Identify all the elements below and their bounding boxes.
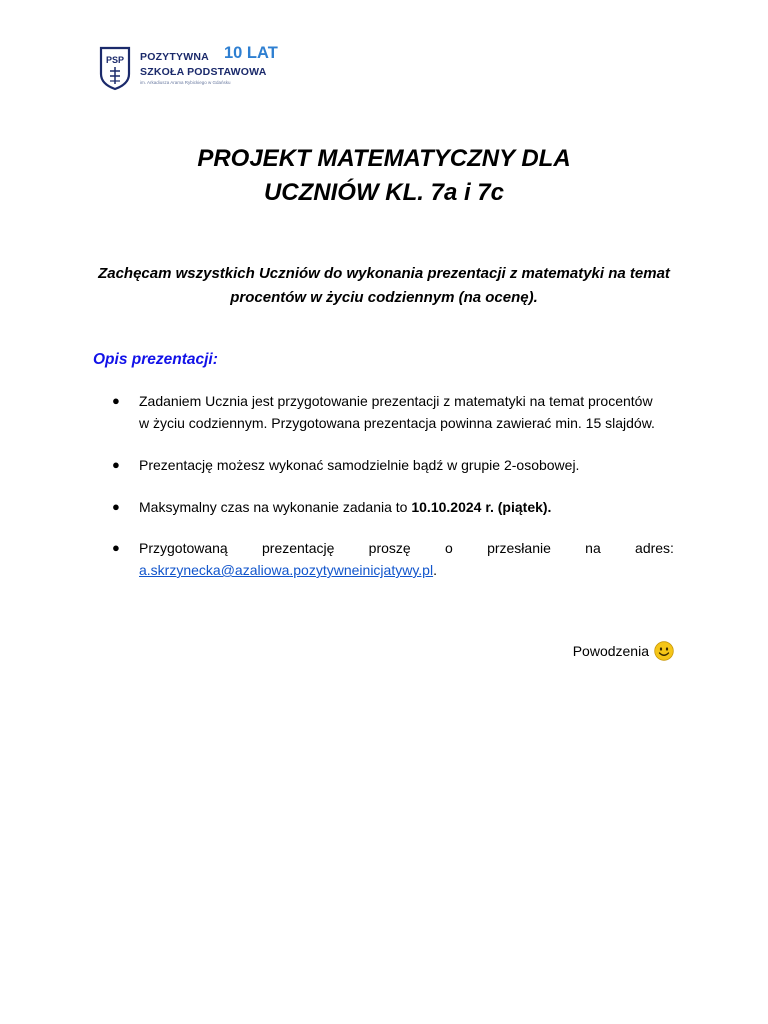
closing-text: Powodzenia [572,643,649,659]
email-period: . [433,562,437,578]
smiley-face-icon [654,641,674,661]
list-item [112,454,674,476]
section-heading: Opis prezentacji: [93,351,218,368]
item4-line1 [139,537,674,559]
item3-plain: Maksymalny czas na wykonanie zadania to [139,499,412,515]
item4-word: przesłanie [487,540,551,556]
item3-text [139,496,674,518]
item4-word: adres: [635,540,674,556]
bullet-icon: ● [112,540,120,555]
title-line1: PROJEKT MATEMATYCZNY DLA [197,145,571,172]
closing-line [573,641,674,661]
title-line2: UCZNIÓW KL. 7a i 7c [263,179,505,206]
item4-word: proszę [368,540,411,556]
logo-badge-text: PSP [105,55,125,65]
bullet-icon: ● [112,457,120,472]
list-item [112,537,674,581]
item4-line2 [139,559,674,581]
logo-text-line2: SZKOŁA PODSTAWOWA [140,66,267,78]
logo-anniversary: 10 LAT [224,44,278,62]
bullet-icon: ● [112,499,120,514]
item1-line2: w życiu codziennym. Przygotowana prezentacja powinna zawierać min. 15 slajdów. [139,415,655,431]
item4-word: o [444,540,453,556]
logo-subtitle: im. Arkadiusza Arama Rybickiego w Gdańsku [140,80,231,85]
item4-word: prezentację [262,540,335,556]
school-logo [99,46,289,92]
item2-text: Prezentację możesz wykonać samodzielnie bądź w grupie 2-osobowej. [139,457,580,473]
deadline-date: 10.10.2024 r. (piątek). [411,499,552,515]
list-item [112,390,674,434]
email-link[interactable]: a.skrzynecka@azaliowa.pozytywneinicjatywy.pl [139,562,434,578]
item1-line1: Zadaniem Ucznia jest przygotowanie prezentacji z matematyki na temat procentów [139,393,653,409]
intro-paragraph [80,262,688,310]
school-shield-icon [99,46,131,91]
description-list [112,390,674,581]
logo-text-line1: POZYTYWNA [140,51,209,63]
bullet-icon: ● [112,393,120,408]
intro-line2: procentów w życiu codziennym (na ocenę). [230,289,538,306]
item4-word: na [585,540,601,556]
document-title [0,142,768,210]
list-item [112,496,674,518]
intro-line1: Zachęcam wszystkich Uczniów do wykonania prezentacji z matematyki na temat [98,265,670,282]
item4-word: Przygotowaną [139,540,228,556]
